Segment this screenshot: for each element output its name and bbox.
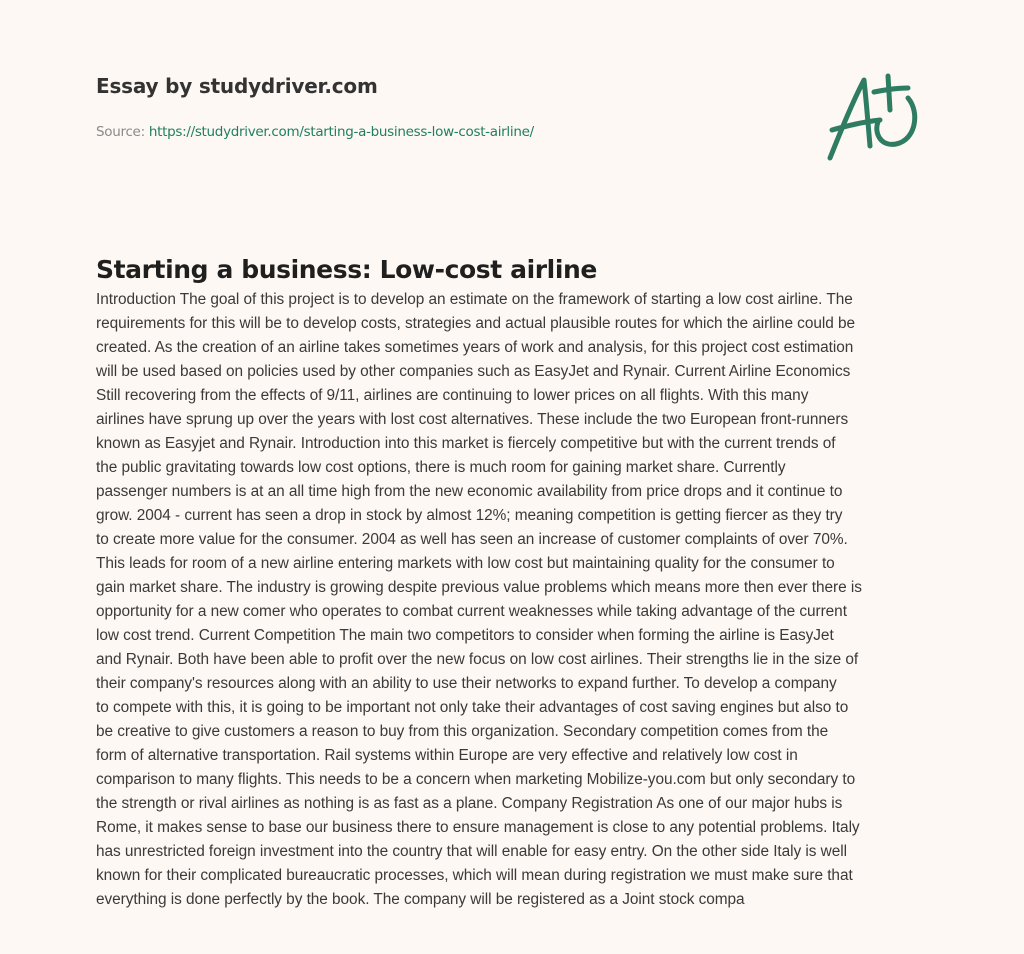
essay-paragraph-line: everything is done perfectly by the book. The company will be registered as a Joint stock compa	[96, 891, 745, 908]
essay-paragraph-line: airlines have sprung up over the years with lost cost alternatives. These include the two European front-runners	[96, 411, 849, 428]
essay-body	[96, 288, 936, 912]
a-plus-grade-icon	[822, 68, 932, 168]
essay-paragraph-line: and Rynair. Both have been able to profit over the new focus on low cost airlines. Their strengths lie in the size of	[96, 651, 859, 668]
essay-paragraph-line: has unrestricted foreign investment into the country that will enable for easy entry. On the other side Italy is well	[96, 843, 847, 860]
site-title: Essay by studydriver.com	[96, 74, 378, 98]
essay-header	[96, 74, 796, 140]
essay-paragraph-line: This leads for room of a new airline entering markets with low cost but maintaining quality for the consumer to	[96, 555, 835, 572]
essay-paragraph-line: known for their complicated bureaucratic processes, which will mean during registration we must make sure that	[96, 867, 853, 884]
essay-paragraph-line: the strength or rival airlines as nothing is as fast as a plane. Company Registration As one of our major hubs is	[96, 795, 843, 812]
essay-paragraph-line: Still recovering from the effects of 9/11, airlines are continuing to lower prices on all flights. With this many	[96, 387, 809, 404]
essay-paragraph-line: known as Easyjet and Rynair. Introduction into this market is fiercely competitive but with the current trends of	[96, 435, 836, 452]
essay-paragraph-line: low cost trend. Current Competition The main two competitors to consider when forming the airline is EasyJet	[96, 627, 834, 644]
essay-paragraph-line: opportunity for a new comer who operates to combat current weaknesses while taking advantage of the current	[96, 603, 847, 620]
essay-paragraph-line: created. As the creation of an airline takes sometimes years of work and analysis, for this project cost estimation	[96, 339, 854, 356]
essay-paragraph-line: to compete with this, it is going to be important not only take their advantages of cost saving engines but also to	[96, 699, 849, 716]
essay-paragraph-line: passenger numbers is at an all time high from the new economic availability from price drops and it continue to	[96, 483, 843, 500]
essay-paragraph-line: Introduction The goal of this project is to develop an estimate on the framework of starting a low cost airline. The	[96, 291, 853, 308]
essay-paragraph-line: comparison to many flights. This needs to be a concern when marketing Mobilize-you.com but only secondary to	[96, 771, 856, 788]
essay-paragraph-line: requirements for this will be to develop costs, strategies and actual plausible routes for which the airline could be	[96, 315, 855, 332]
essay-paragraph-line: form of alternative transportation. Rail systems within Europe are very effective and relatively low cost in	[96, 747, 798, 764]
essay-paragraph-line: to create more value for the consumer. 2004 as well has seen an increase of customer complaints of over 70%.	[96, 531, 848, 548]
essay-title: Starting a business: Low-cost airline	[96, 255, 597, 284]
source-link[interactable]: https://studydriver.com/starting-a-business-low-cost-airline/	[148, 124, 534, 140]
source-line	[96, 124, 796, 140]
essay-paragraph-line: Rome, it makes sense to base our business there to ensure management is close to any potential problems. Italy	[96, 819, 860, 836]
essay-paragraph-line: gain market share. The industry is growing despite previous value problems which means more then ever there is	[96, 579, 862, 596]
essay-paragraph-line: will be used based on policies used by other companies such as EasyJet and Rynair. Current Airline Economics	[96, 363, 851, 380]
essay-paragraph-line: be creative to give customers a reason to buy from this organization. Secondary competition comes from the	[96, 723, 829, 740]
essay-paragraph-line: grow. 2004 - current has seen a drop in stock by almost 12%; meaning competition is getting fiercer as they try	[96, 507, 843, 524]
essay-paragraph-line: their company's resources along with an ability to use their networks to expand further. To develop a company	[96, 675, 837, 692]
source-label: Source:	[96, 124, 145, 140]
essay-paragraph-line: the public gravitating towards low cost options, there is much room for gaining market share. Currently	[96, 459, 786, 476]
